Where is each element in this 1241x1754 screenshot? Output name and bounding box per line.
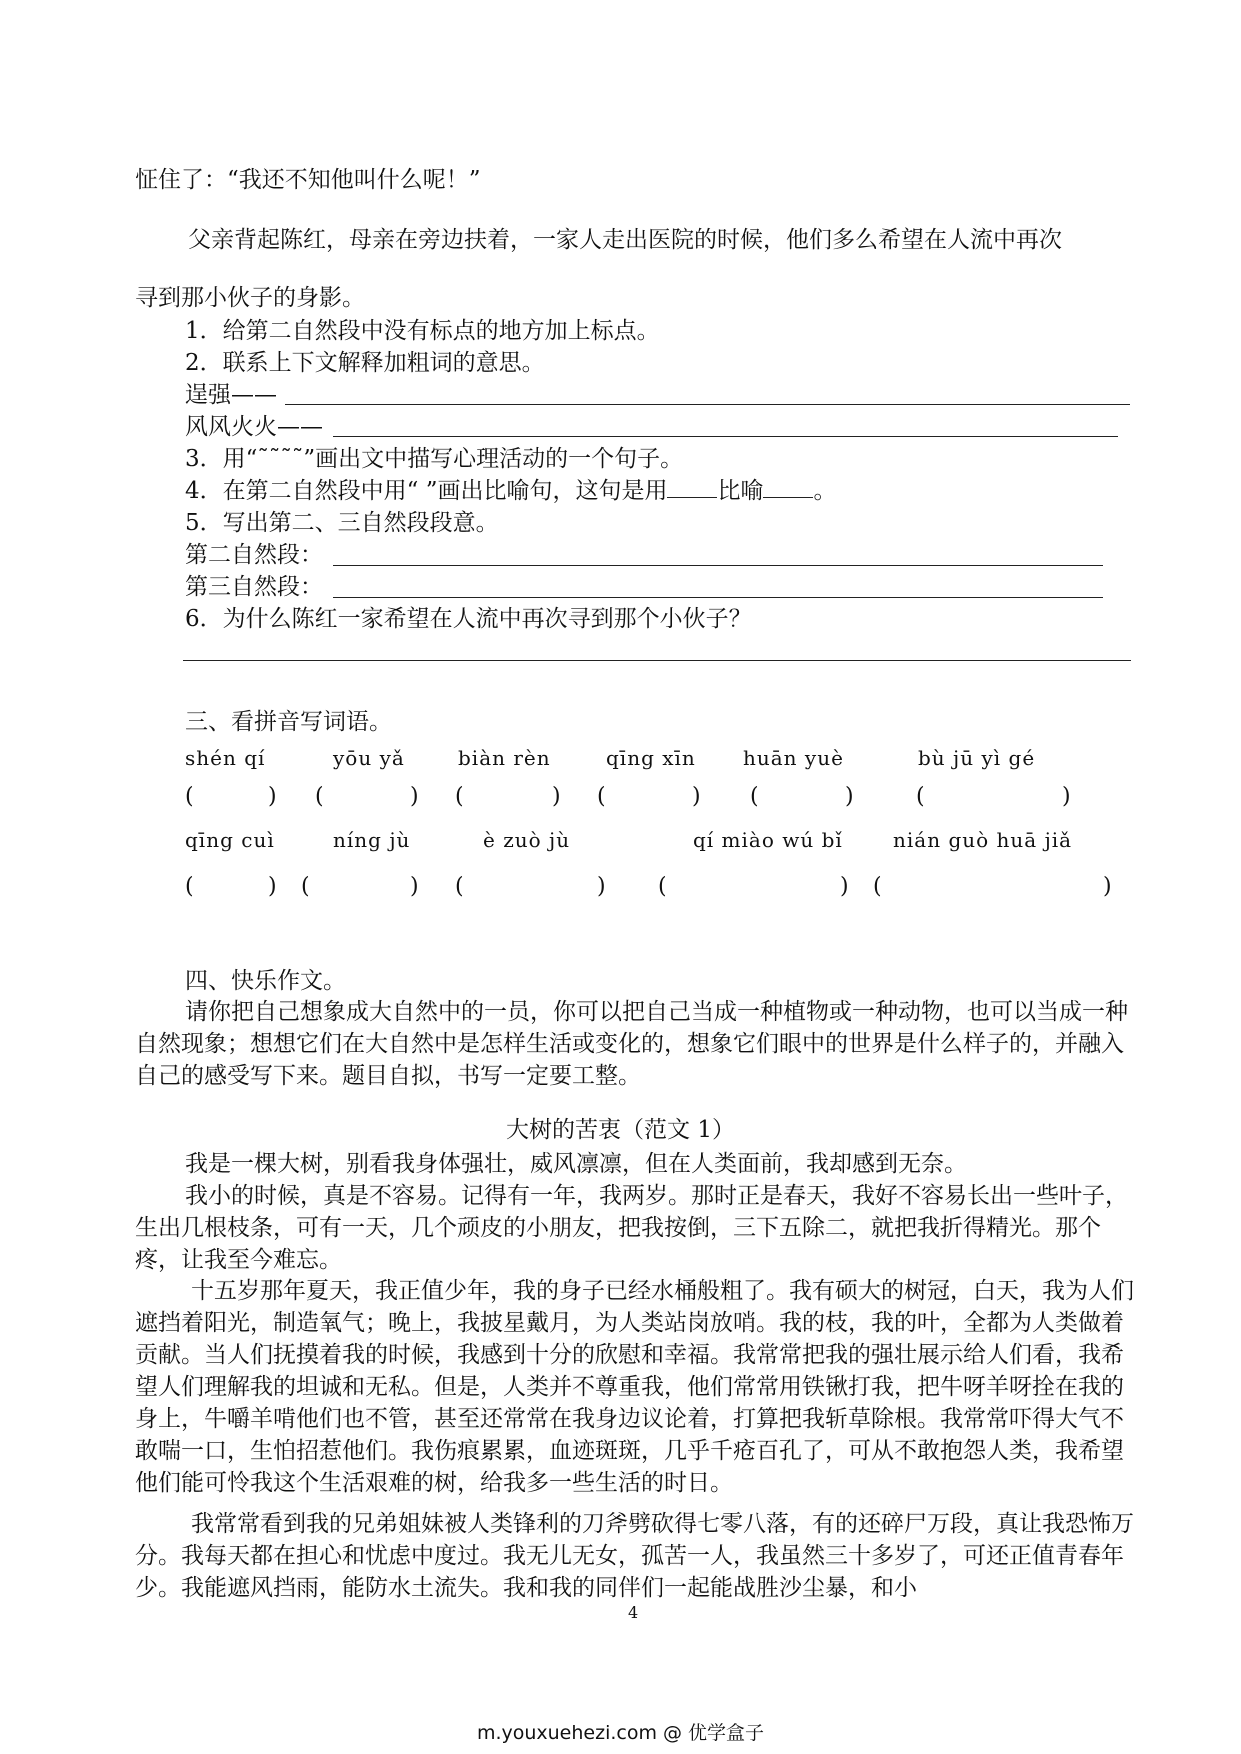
paren-close: ) — [268, 784, 277, 809]
page-number: 4 — [628, 1603, 639, 1622]
essay-title: 大树的苦衷（范文 1） — [506, 1117, 735, 1143]
section-4-prompt: 请你把自己想象成大自然中的一员，你可以把自己当成一种植物或一种动物，也可以当成一种自然现象；想想它们在大自然中是怎样生活或变化的，想象它们眼中的世界是什么样子的，并融入自己的感受写下来。题目自拟，书写一定要工整。 — [135, 999, 1128, 1089]
question-5: 5．写出第二、三自然段段意。 — [185, 510, 499, 536]
answer-line-2a[interactable] — [285, 404, 1130, 405]
story-para2-line2: 寻到那小伙子的身影。 — [135, 285, 365, 311]
question-1: 1．给第二自然段中没有标点的地方加上标点。 — [185, 318, 660, 344]
paren-open: ( — [597, 784, 606, 809]
paren-close: ) — [1062, 784, 1071, 809]
essay-paragraph-3: 十五岁那年夏天，我正值少年，我的身子已经水桶般粗了。我有硕大的树冠，白天，我为人们遮挡着阳光，制造氧气；晚上，我披星戴月，为人类站岗放哨。我的枝，我的叶，全都为人类做着贡献。当人们抚摸着我的时候，我感到十分的欣慰和幸福。我常常把我的强壮展示给人们看，我希望人们理解我的坦诚和无私。但是，人类并不尊重我，他们常常用铁锹打我，把牛呀羊呀拴在我的身上，牛嚼羊啃他们也不管，甚至还常常在我身边议论着，打算把我斩草除根。我常常吓得大气不敢喘一口，生怕招惹他们。我伤痕累累，血迹斑斑，几乎千疮百孔了，可从不敢抱怨人类，我希望他们能可怜我这个生活艰难的树，给我多一些生活的时日。 — [135, 1278, 1134, 1496]
pinyin-11: nián guò huā jiǎ — [893, 828, 1073, 852]
paren-close: ) — [840, 874, 849, 899]
paren-open: ( — [301, 874, 310, 899]
question-2a-label: 逞强—— — [185, 382, 277, 408]
question-4-text-a: 4．在第二自然段中用“ ”画出比喻句，这句是用 — [185, 478, 668, 504]
paren-close: ) — [552, 784, 561, 809]
footer-watermark: m.youxuehezi.com @ 优学盒子 — [476, 1722, 765, 1744]
question-3: 3．用“˜˜˜˜”画出文中描写心理活动的一个句子。 — [185, 446, 684, 472]
question-4-text-c: 。 — [813, 478, 837, 504]
section-4-title: 四、快乐作文。 — [185, 968, 346, 994]
question-5a-label: 第二自然段： — [185, 542, 323, 568]
essay-paragraph-4: 我常常看到我的兄弟姐妹被人类锋利的刀斧劈砍得七零八落，有的还碎尸万段，真让我恐怖万分。我每天都在担心和忧虑中度过。我无儿无女，孤苦一人，我虽然三十多岁了，可还正值青春年少。我能遮风挡雨，能防水土流失。我和我的同伴们一起能战胜沙尘暴，和小 — [135, 1511, 1134, 1601]
paren-close: ) — [1103, 874, 1112, 899]
pinyin-3: biàn rèn — [458, 746, 551, 770]
paren-close: ) — [268, 874, 277, 899]
paren-close: ) — [597, 874, 606, 899]
paren-close: ) — [410, 784, 419, 809]
essay-paragraph-2: 我小的时候，真是不容易。记得有一年，我两岁。那时正是春天，我好不容易长出一些叶子，生出几根枝条，可有一天，几个顽皮的小朋友，把我按倒，三下五除二，就把我折得精光。那个疼，让我至今难忘。 — [135, 1183, 1128, 1273]
paren-open: ( — [873, 874, 882, 899]
question-4-blank-2[interactable] — [763, 477, 813, 498]
pinyin-7: qīng cuì — [185, 828, 275, 852]
pinyin-6: bù jū yì gé — [918, 746, 1036, 770]
pinyin-10: qí miào wú bǐ — [693, 828, 843, 852]
pinyin-1: shén qí — [185, 746, 266, 770]
question-2: 2．联系上下文解释加粗词的意思。 — [185, 350, 545, 376]
question-4-blank-1[interactable] — [667, 477, 717, 498]
paren-open: ( — [455, 784, 464, 809]
paren-open: ( — [455, 874, 464, 899]
paren-open: ( — [658, 874, 667, 899]
paren-open: ( — [750, 784, 759, 809]
story-para2-line1: 父亲背起陈红，母亲在旁边扶着，一家人走出医院的时候，他们多么希望在人流中再次 — [188, 227, 1062, 253]
pinyin-2: yōu yǎ — [333, 746, 405, 770]
paren-open: ( — [315, 784, 324, 809]
question-2b-label: 风风火火—— — [185, 414, 323, 440]
paren-close: ) — [845, 784, 854, 809]
question-6: 6．为什么陈红一家希望在人流中再次寻到那个小伙子？ — [185, 606, 752, 632]
question-4 — [185, 476, 836, 506]
paren-open: ( — [185, 874, 194, 899]
paren-close: ) — [410, 874, 419, 899]
pinyin-4: qīng xīn — [606, 746, 696, 770]
paren-open: ( — [916, 784, 925, 809]
pinyin-8: níng jù — [333, 828, 411, 852]
answer-line-2b[interactable] — [333, 436, 1118, 437]
answer-line-5a[interactable] — [333, 565, 1103, 566]
answer-line-6[interactable] — [183, 660, 1131, 661]
story-line-1: 怔住了：“我还不知他叫什么呢！” — [135, 167, 481, 193]
paren-close: ) — [692, 784, 701, 809]
essay-paragraph-1: 我是一棵大树，别看我身体强壮，威风凛凛，但在人类面前，我却感到无奈。 — [185, 1151, 967, 1177]
paren-open: ( — [185, 784, 194, 809]
pinyin-9: è zuò jù — [483, 828, 571, 852]
pinyin-5: huān yuè — [743, 746, 844, 770]
question-4-text-b: 比喻 — [717, 478, 764, 504]
section-3-title: 三、看拼音写词语。 — [185, 709, 392, 735]
answer-line-5b[interactable] — [333, 597, 1103, 598]
question-5b-label: 第三自然段： — [185, 574, 323, 600]
